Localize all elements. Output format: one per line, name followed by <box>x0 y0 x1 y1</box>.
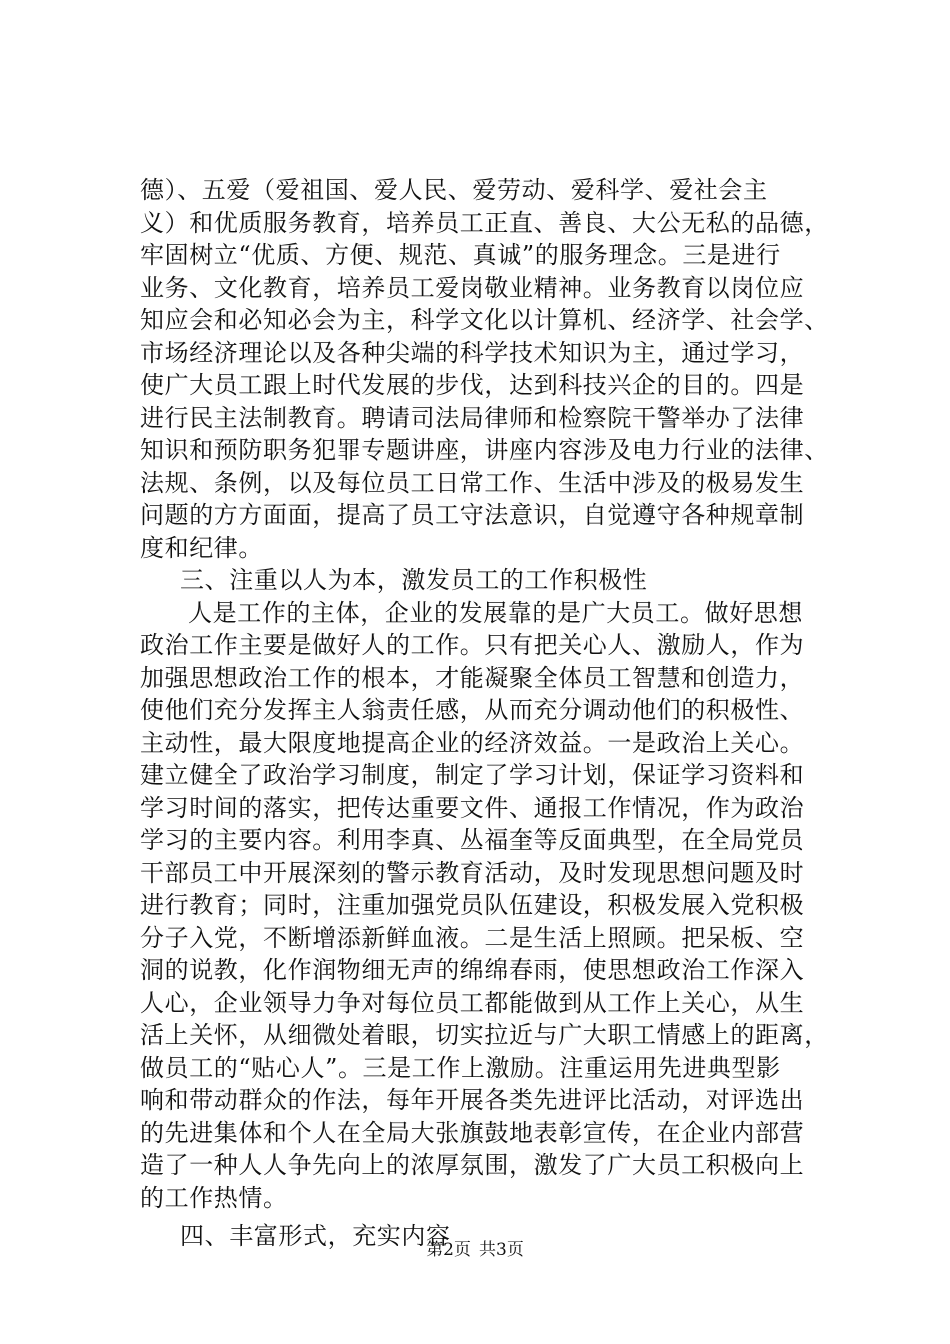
text-line: 牢固树立“优质、方便、规范、真诚”的服务理念。三是进行 <box>140 241 781 269</box>
text-line: 度和纪律。 <box>140 533 263 562</box>
page-number: 第2页 <box>426 1240 471 1260</box>
text-line: 使他们充分发挥主人翁责任感，从而充分调动他们的积极性、 <box>140 696 805 724</box>
text-line: 的工作热情。 <box>140 1183 288 1212</box>
text-line: 法规、条例，以及每位员工日常工作、生活中涉及的极易发生 <box>140 468 805 497</box>
text-line: 做员工的“贴心人”。三是工作上激励。注重运用先进典型影 <box>140 1053 781 1082</box>
paragraph-education <box>140 174 840 564</box>
paragraph-people-oriented <box>140 597 840 1215</box>
text-line: 加强思想政治工作的根本，才能凝聚全体员工智慧和创造力， <box>140 663 805 692</box>
text-line: 的先进集体和个人在全局大张旗鼓地表彰宣传，在企业内部营 <box>140 1118 805 1147</box>
document-body <box>140 174 840 1253</box>
text-line: 人心，企业领导力争对每位员工都能做到从工作上关心，从生 <box>140 988 805 1017</box>
text-line: 市场经济理论以及各种尖端的科学技术知识为主，通过学习， <box>140 338 805 367</box>
text-line: 业务、文化教育，培养员工爱岗敬业精神。业务教育以岗位应 <box>140 273 805 302</box>
section-heading-3: 三、注重以人为本，激发员工的工作积极性 <box>180 566 648 594</box>
section-heading-4: 四、丰富形式，充实内容 <box>180 1222 451 1250</box>
text-line: 问题的方方面面，提高了员工守法意识，自觉遵守各种规章制 <box>140 501 805 529</box>
page-footer <box>0 1238 950 1262</box>
text-line: 政治工作主要是做好人的工作。只有把关心人、激励人，作为 <box>140 631 805 659</box>
text-line: 进行教育；同时，注重加强党员队伍建设，积极发展入党积极 <box>140 891 805 919</box>
text-line: 分子入党，不断增添新鲜血液。二是生活上照顾。把呆板、空 <box>140 923 805 952</box>
text-line: 进行民主法制教育。聘请司法局律师和检察院干警举办了法律 <box>140 403 805 432</box>
text-line: 造了一种人人争先向上的浓厚氛围，激发了广大员工积极向上 <box>140 1151 805 1179</box>
text-line: 学习时间的落实，把传达重要文件、通报工作情况，作为政治 <box>140 793 805 822</box>
text-line: 主动性，最大限度地提高企业的经济效益。一是政治上关心。 <box>140 728 805 757</box>
text-line: 人是工作的主体，企业的发展靠的是广大员工。做好思想 <box>188 598 803 627</box>
text-line: 干部员工中开展深刻的警示教育活动，及时发现思想问题及时 <box>140 858 805 887</box>
text-line: 响和带动群众的作法，每年开展各类先进评比活动，对评选出 <box>140 1086 805 1114</box>
text-line: 活上关怀，从细微处着眼，切实拉近与广大职工情感上的距离， <box>140 1021 829 1049</box>
text-line: 洞的说教，化作润物细无声的绵绵春雨，使思想政治工作深入 <box>140 956 805 984</box>
page-total: 共3页 <box>479 1240 524 1260</box>
text-line: 建立健全了政治学习制度，制定了学习计划，保证学习资料和 <box>140 761 805 789</box>
text-line: 德）、五爱（爱祖国、爱人民、爱劳动、爱科学、爱社会主 <box>140 176 768 204</box>
text-line: 义）和优质服务教育，培养员工正直、善良、大公无私的品德， <box>140 208 829 237</box>
text-line: 知应会和必知必会为主，科学文化以计算机、经济学、社会学、 <box>140 306 829 334</box>
text-line: 知识和预防职务犯罪专题讲座，讲座内容涉及电力行业的法律、 <box>140 436 829 464</box>
text-line: 使广大员工跟上时代发展的步伐，达到科技兴企的目的。四是 <box>140 371 805 399</box>
text-line: 学习的主要内容。利用李真、丛福奎等反面典型，在全局党员 <box>140 826 805 854</box>
